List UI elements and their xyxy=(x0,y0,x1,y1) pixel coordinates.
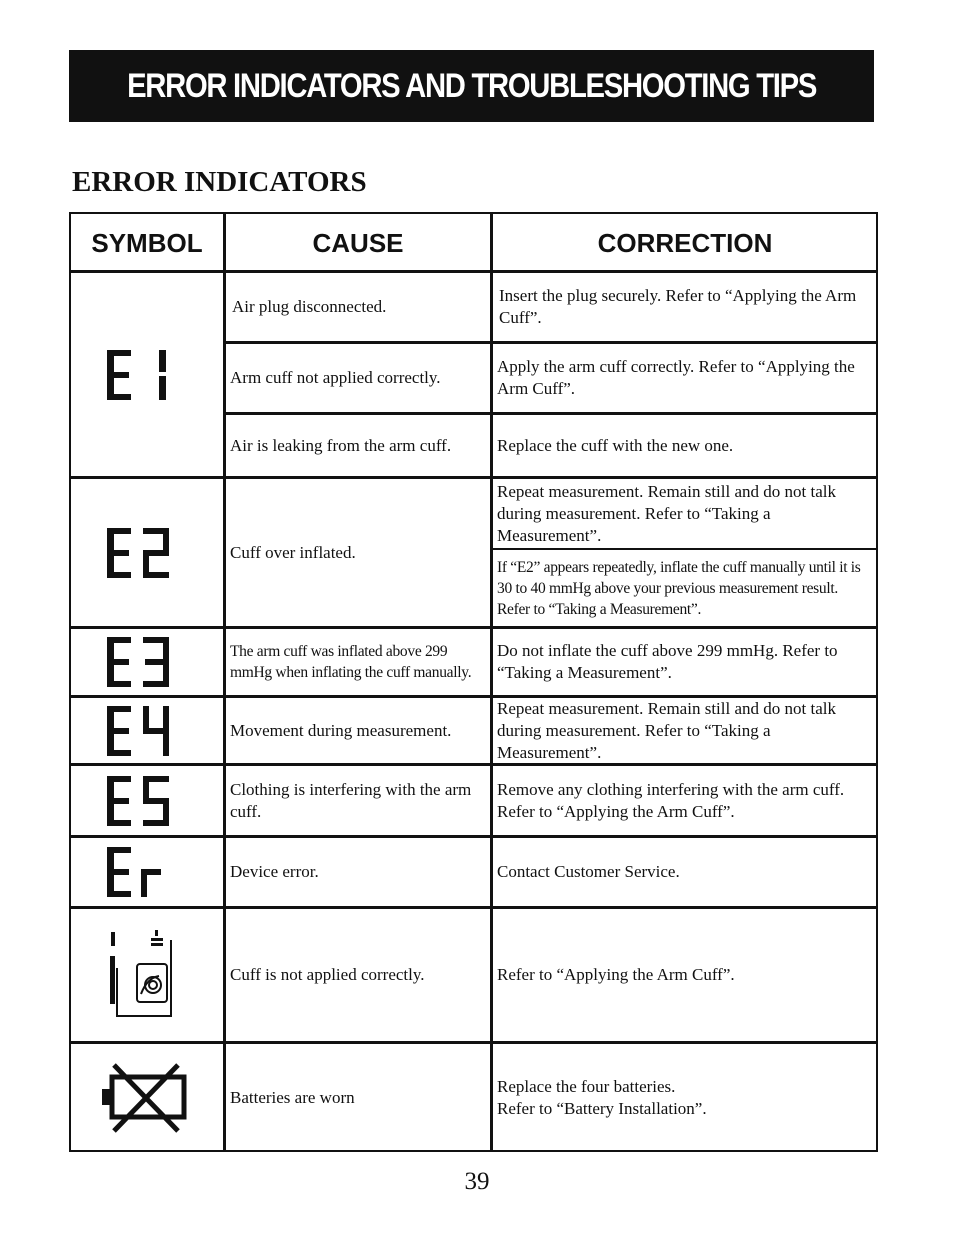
page-header-title: ERROR INDICATORS AND TROUBLESHOOTING TIPS xyxy=(127,66,816,105)
section-title: ERROR INDICATORS xyxy=(72,166,367,198)
cause-cell: Batteries are worn xyxy=(230,1087,355,1107)
cause-cell: Cuff is not applied correctly. xyxy=(230,965,425,984)
correction-line: Replace the four batteries. xyxy=(497,1076,676,1096)
cause-cell: Device error. xyxy=(230,862,319,881)
correction-cell: Insert the plug securely. Refer to “Applying the Arm Cuff”. xyxy=(499,286,857,327)
cause-cell: The arm cuff was inflated above 299 mmHg when inflating the cuff manually. xyxy=(230,643,472,681)
correction-cell: If “E2” appears repeatedly, inflate the cuff manually until it is 30 to 40 mmHg above your previous measurement result. Refer to “Taking a Measurement”. xyxy=(497,559,861,618)
e2-display-icon xyxy=(71,479,223,626)
low-battery-icon xyxy=(71,1044,223,1151)
error-table xyxy=(69,212,878,1152)
e5-display-icon xyxy=(71,766,223,835)
cuff-wrap-indicator-icon xyxy=(71,909,223,1041)
correction-cell: Repeat measurement. Remain still and do not talk during measurement. Refer to “Taking a Measurement”. xyxy=(497,481,836,545)
column-header-symbol: SYMBOL xyxy=(91,227,203,258)
correction-cell: Apply the arm cuff correctly. Refer to “Applying the Arm Cuff”. xyxy=(497,357,855,398)
cause-cell: Air is leaking from the arm cuff. xyxy=(230,435,452,455)
correction-cell: Contact Customer Service. xyxy=(497,862,680,881)
cause-cell: Air plug disconnected. xyxy=(232,297,387,316)
correction-cell: Refer to “Applying the Arm Cuff”. xyxy=(497,965,735,984)
e3-display-icon xyxy=(71,629,223,695)
table-divider xyxy=(493,548,876,550)
correction-cell: Repeat measurement. Remain still and do not talk during measurement. Refer to “Taking a Measurement”. xyxy=(497,698,836,762)
correction-cell xyxy=(493,1044,877,1151)
e1-display-icon xyxy=(71,273,223,476)
page-header-banner xyxy=(69,50,874,122)
column-header-correction: CORRECTION xyxy=(597,227,773,258)
cause-cell: Arm cuff not applied correctly. xyxy=(230,368,441,387)
correction-cell: Do not inflate the cuff above 299 mmHg. Refer to “Taking a Measurement”. xyxy=(497,641,838,682)
correction-line: Refer to “Battery Installation”. xyxy=(497,1098,707,1118)
e4-display-icon xyxy=(71,698,223,763)
cause-cell: Clothing is interfering with the arm cuff. xyxy=(230,779,472,821)
correction-cell: Replace the cuff with the new one. xyxy=(497,435,734,455)
column-header-cause: CAUSE xyxy=(312,227,404,258)
correction-cell: Remove any clothing interfering with the arm cuff. Refer to “Applying the Arm Cuff”. xyxy=(497,779,845,821)
cause-cell: Cuff over inflated. xyxy=(230,542,356,562)
er-display-icon xyxy=(71,838,223,906)
cause-cell: Movement during measurement. xyxy=(230,720,452,740)
page-number: 39 xyxy=(464,1168,490,1195)
